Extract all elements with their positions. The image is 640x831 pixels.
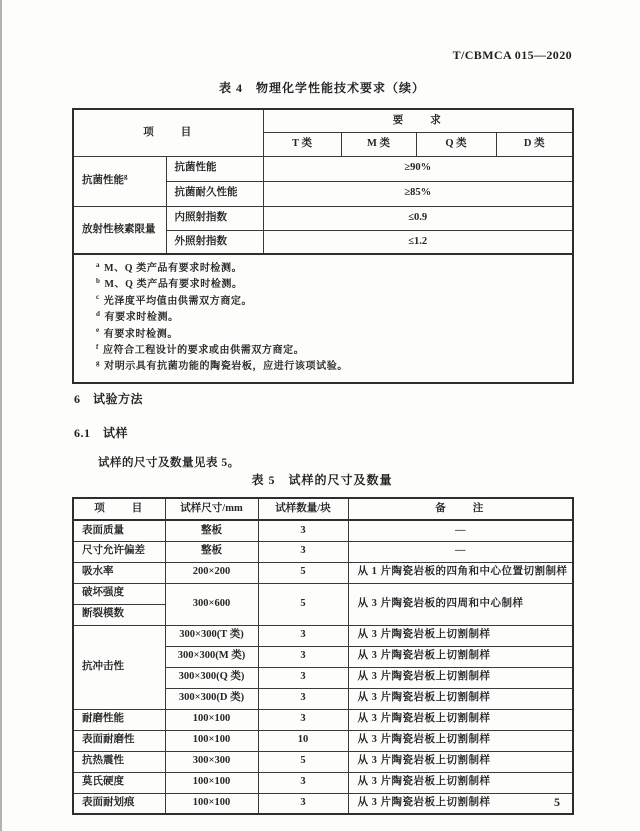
table5-caption: 表 5 试样的尺寸及数量 [251,473,393,487]
table4-item-cell: 外照射指数 [166,230,263,254]
table4-group-radionuclide: 放射性核素限量 [73,206,166,254]
table4-item-cell: 内照射指数 [166,206,263,230]
table5-note-cell: 从 3 片陶瓷岩板的四周和中心制样 [348,583,573,625]
table5-note-cell: 从 3 片陶瓷岩板上切割制样 [348,793,573,814]
table4-item-cell: 抗菌耐久性能 [166,181,263,206]
table5-qty-cell: 3 [258,772,348,793]
table5-note-cell: 从 3 片陶瓷岩板上切割制样 [348,709,573,730]
table5-size-cell: 300×300(Q 类) [165,667,258,688]
footnote-b: $^b$ M、Q 类产品有要求时检测。 [96,277,243,291]
table5-size-cell: 100×100 [165,730,258,751]
scan-edge-line [0,0,2,831]
section-6-1-body: 试样的尺寸及数量见表 5。 [98,457,240,469]
page-content [72,0,572,831]
footnote-a: $^a$ M、Q 类产品有要求时检测。 [96,260,243,274]
table5 [72,497,574,815]
table5-note-cell: 从 3 片陶瓷岩板上切割制样 [348,751,573,772]
table4-value-cell: ≤0.9 [263,206,573,230]
table5-header-note: 备 注 [348,498,573,520]
table4-item-header: 项 目 [73,109,263,156]
table4-footnotes [73,254,573,383]
table4-value-cell: ≤1.2 [263,230,573,254]
footnote-c: $^c$ 光泽度平均值由供需双方商定。 [96,293,253,307]
table5-qty-cell: 3 [258,793,348,814]
table5-qty-cell: 3 [258,625,348,646]
table5-qty-cell: 10 [258,730,348,751]
table5-note-cell: — [348,541,573,562]
table5-item-impact: 抗冲击性 [73,625,165,709]
table5-size-cell: 整板 [165,541,258,562]
table4-item-cell: 抗菌性能 [166,156,263,181]
footnote-e: $^e$ 有要求时检测。 [96,326,178,340]
table5-note-cell: 从 3 片陶瓷岩板上切割制样 [348,667,573,688]
table5-note-cell: 从 1 片陶瓷岩板的四角和中心位置切割制样 [348,562,573,583]
table5-item-cell: 耐磨性能 [73,709,165,730]
table5-qty-cell: 5 [258,583,348,625]
table5-note-cell: 从 3 片陶瓷岩板上切割制样 [348,625,573,646]
table5-size-cell: 300×300(M 类) [165,646,258,667]
page-number: 5 [554,795,560,809]
table5-header-qty: 试样数量/块 [258,498,348,520]
table5-size-cell: 100×100 [165,793,258,814]
table4 [72,108,574,384]
section-6-heading: 6 试验方法 [74,392,144,406]
table5-size-cell: 300×300(T 类) [165,625,258,646]
table5-note-cell: 从 3 片陶瓷岩板上切割制样 [348,730,573,751]
table4-caption: 表 4 物理化学性能技术要求（续） [218,81,425,95]
table5-qty-cell: 3 [258,646,348,667]
table5-note-cell: 从 3 片陶瓷岩板上切割制样 [348,646,573,667]
table5-qty-cell: 3 [258,541,348,562]
table4-class-d-header: D 类 [496,132,573,156]
table5-note-cell: 从 3 片陶瓷岩板上切割制样 [348,688,573,709]
table5-header-size: 试样尺寸/mm [165,498,258,520]
table5-qty-cell: 3 [258,709,348,730]
table5-item-cell: 表面质量 [73,520,165,541]
table5-note-cell: 从 3 片陶瓷岩板上切割制样 [348,772,573,793]
table4-requirement-header: 要 求 [263,109,573,132]
table5-size-cell: 200×200 [165,562,258,583]
table5-note-cell: — [348,520,573,541]
table4-value-cell: ≥85% [263,181,573,206]
section-6-1-heading: 6.1 试样 [74,426,129,440]
table5-item-cell: 表面耐磨性 [73,730,165,751]
document-number: T/CBMCA 015—2020 [452,48,572,62]
footnote-g: $^g$ 对明示具有抗菌功能的陶瓷岩板，应进行该项试验。 [96,359,348,373]
table5-item-cell: 表面耐划痕 [73,793,165,814]
table4-class-m-header: M 类 [341,132,416,156]
table5-size-cell: 整板 [165,520,258,541]
table5-item-cell: 破坏强度 [73,583,165,604]
table4-group-antibacterial: 抗菌性能$^g$ [73,156,166,206]
table5-size-cell: 300×600 [165,583,258,625]
table4-value-cell: ≥90% [263,156,573,181]
footnote-ref-g: g [124,172,128,181]
table5-qty-cell: 3 [258,520,348,541]
table5-item-cell: 莫氏硬度 [73,772,165,793]
footnote-d: $^d$ 有要求时检测。 [96,309,179,324]
table5-size-cell: 100×100 [165,772,258,793]
table5-item-cell: 吸水率 [73,562,165,583]
table5-qty-cell: 3 [258,688,348,709]
table4-class-q-header: Q 类 [416,132,496,156]
footnote-f: $^f$ 应符合工程设计的要求或由供需双方商定。 [96,342,305,357]
table5-item-cell: 抗热震性 [73,751,165,772]
table4-class-t-header: T 类 [263,132,341,156]
table5-qty-cell: 3 [258,667,348,688]
table5-size-cell: 300×300 [165,751,258,772]
table5-size-cell: 300×300(D 类) [165,688,258,709]
table5-item-cell: 断裂模数 [73,604,165,625]
table5-item-cell: 尺寸允许偏差 [73,541,165,562]
table5-header-item: 项 目 [73,498,165,520]
table5-qty-cell: 5 [258,751,348,772]
table5-qty-cell: 5 [258,562,348,583]
table5-size-cell: 100×100 [165,709,258,730]
